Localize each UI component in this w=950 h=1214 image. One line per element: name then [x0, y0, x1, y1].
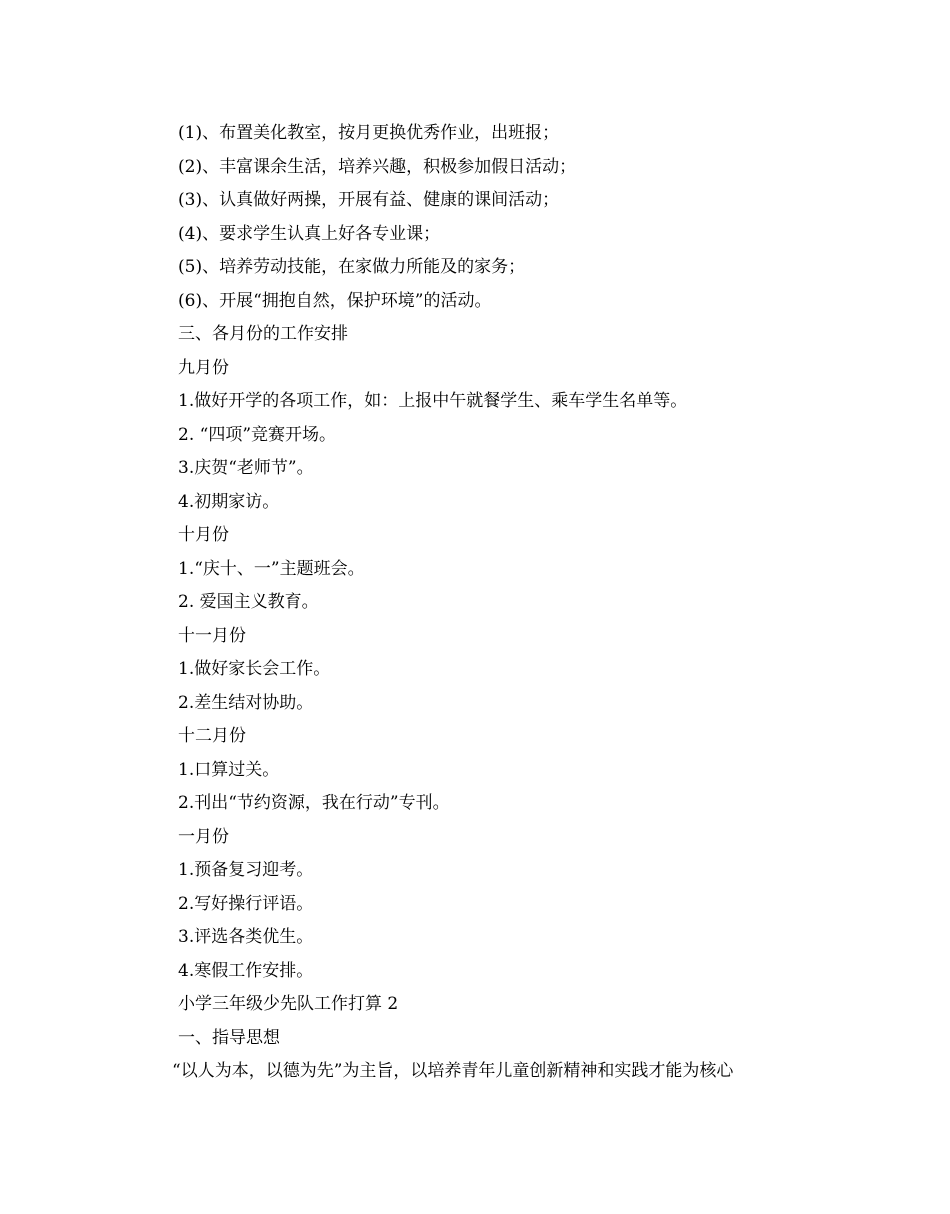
list-item: (4)、要求学生认真上好各专业课；	[178, 223, 441, 244]
list-item: 1.做好开学的各项工作，如：上报中午就餐学生、乘车学生名单等。	[178, 391, 688, 411]
list-item: (3)、认真做好两操，开展有益、健康的课间活动；	[178, 190, 560, 210]
month-heading: 九月份	[178, 357, 229, 378]
list-item: (5)、培养劳动技能，在家做力所能及的家务；	[178, 257, 526, 277]
list-item: 2.差生结对协助。	[178, 692, 314, 713]
list-item: 3.评选各类优生。	[178, 927, 314, 947]
list-item: 1.口算过关。	[178, 759, 280, 780]
list-item: (2)、丰富课余生活，培养兴趣，积极参加假日活动；	[178, 156, 577, 177]
list-item: 1.预备复习迎考。	[178, 860, 314, 880]
section-heading: 一、指导思想	[178, 1027, 280, 1048]
list-item: 4.初期家访。	[178, 491, 280, 512]
month-heading: 十一月份	[178, 625, 246, 646]
list-item: 1.做好家长会工作。	[178, 659, 331, 679]
month-heading: 十二月份	[178, 726, 246, 746]
month-heading: 一月份	[178, 826, 229, 847]
list-item: 1.“庆十、一”主题班会。	[178, 558, 365, 579]
document-body	[172, 117, 878, 1089]
document-title: 小学三年级少先队工作打算 2	[178, 994, 399, 1014]
list-item: (1)、布置美化教室，按月更换优秀作业，出班报；	[178, 123, 560, 143]
list-item: 4.寒假工作安排。	[178, 960, 314, 981]
list-item: 2. “四项”竞赛开场。	[178, 424, 337, 445]
section-heading: 三、各月份的工作安排	[178, 324, 348, 344]
list-item: 2. 爱国主义教育。	[178, 592, 319, 612]
list-item: 2.写好操行评语。	[178, 893, 314, 914]
paragraph: “以人为本，以德为先”为主旨，以培养青年儿童创新精神和实践才能为核心	[172, 1061, 734, 1081]
list-item: 2.刊出“节约资源，我在行动”专刊。	[178, 793, 450, 813]
list-item: (6)、开展“拥抱自然，保护环境”的活动。	[178, 290, 492, 311]
list-item: 3.庆贺“老师节”。	[178, 458, 314, 478]
month-heading: 十月份	[178, 525, 229, 545]
